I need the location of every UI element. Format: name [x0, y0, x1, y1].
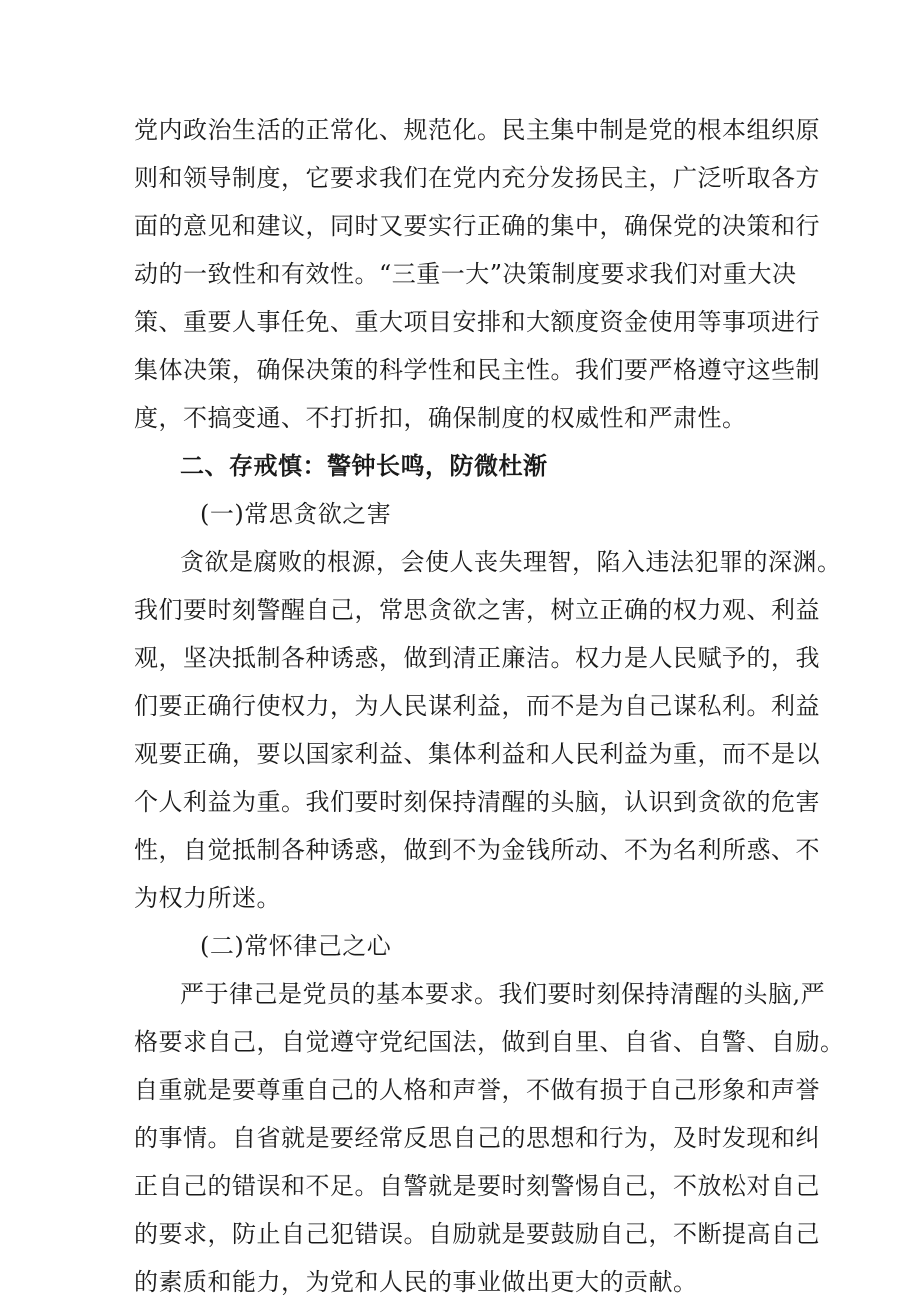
para1-line-7: 度，不搞变通、不打折扣，确保制度的权威性和严肃性。: [134, 404, 747, 432]
para2-line-5: 观要正确，要以国家利益、集体利益和人民利益为重，而不是以: [134, 740, 820, 768]
para1-line-1: 党内政治生活的正常化、规范化。民主集中制是党的根本组织原: [134, 116, 820, 144]
para2-line-4: 们要正确行使权力，为人民谋利益，而不是为自己谋私利。利益: [134, 692, 820, 720]
para3-line-6: 的要求，防止自己犯错误。自励就是要鼓励自己，不断提高自己: [134, 1220, 820, 1248]
para2-line-2: 我们要时刻警醒自己，常思贪欲之害，树立正确的权力观、利益: [134, 596, 820, 624]
para2-line-7: 性，自觉抵制各种诱惑，做到不为金钱所动、不为名利所惑、不: [134, 836, 820, 864]
para3-line-5: 正自己的错误和不足。自警就是要时刻警惕自己，不放松对自己: [134, 1172, 820, 1200]
para3-line-7: 的素质和能力，为党和人民的事业做出更大的贡献。: [134, 1268, 698, 1296]
para3-line-3: 自重就是要尊重自己的人格和声誉，不做有损于自己形象和声誉: [134, 1076, 820, 1104]
subsection-heading-1: (一)常思贪欲之害: [200, 500, 392, 528]
section-heading: 二、存戒慎：警钟长鸣，防微杜渐: [180, 452, 548, 480]
para1-line-2: 则和领导制度，它要求我们在党内充分发扬民主，广泛听取各方: [134, 164, 820, 192]
para2-line-1: 贪欲是腐败的根源，会使人丧失理智，陷入违法犯罪的深渊。: [180, 548, 842, 576]
para2-line-8: 为权力所迷。: [134, 884, 281, 912]
para1-line-4: 动的一致性和有效性。“三重一大”决策制度要求我们对重大决: [134, 260, 797, 288]
para3-line-4: 的事情。自省就是要经常反思自己的思想和行为，及时发现和纠: [134, 1124, 820, 1152]
para2-line-3: 观，坚决抵制各种诱惑，做到清正廉洁。权力是人民赋予的，我: [134, 644, 820, 672]
para1-line-5: 策、重要人事任免、重大项目安排和大额度资金使用等事项进行: [134, 308, 820, 336]
para2-line-6: 个人利益为重。我们要时刻保持清醒的头脑，认识到贪欲的危害: [134, 788, 820, 816]
subsection-heading-2: (二)常怀律己之心: [200, 932, 392, 960]
para1-line-6: 集体决策，确保决策的科学性和民主性。我们要严格遵守这些制: [134, 356, 820, 384]
para1-line-3: 面的意见和建议，同时又要实行正确的集中，确保党的决策和行: [134, 212, 820, 240]
para3-line-2: 格要求自己，自觉遵守党纪国法，做到自里、自省、自警、自励。: [134, 1028, 845, 1056]
para3-line-1: 严于律己是党员的基本要求。我们要时刻保持清醒的头脑,严: [180, 980, 826, 1008]
